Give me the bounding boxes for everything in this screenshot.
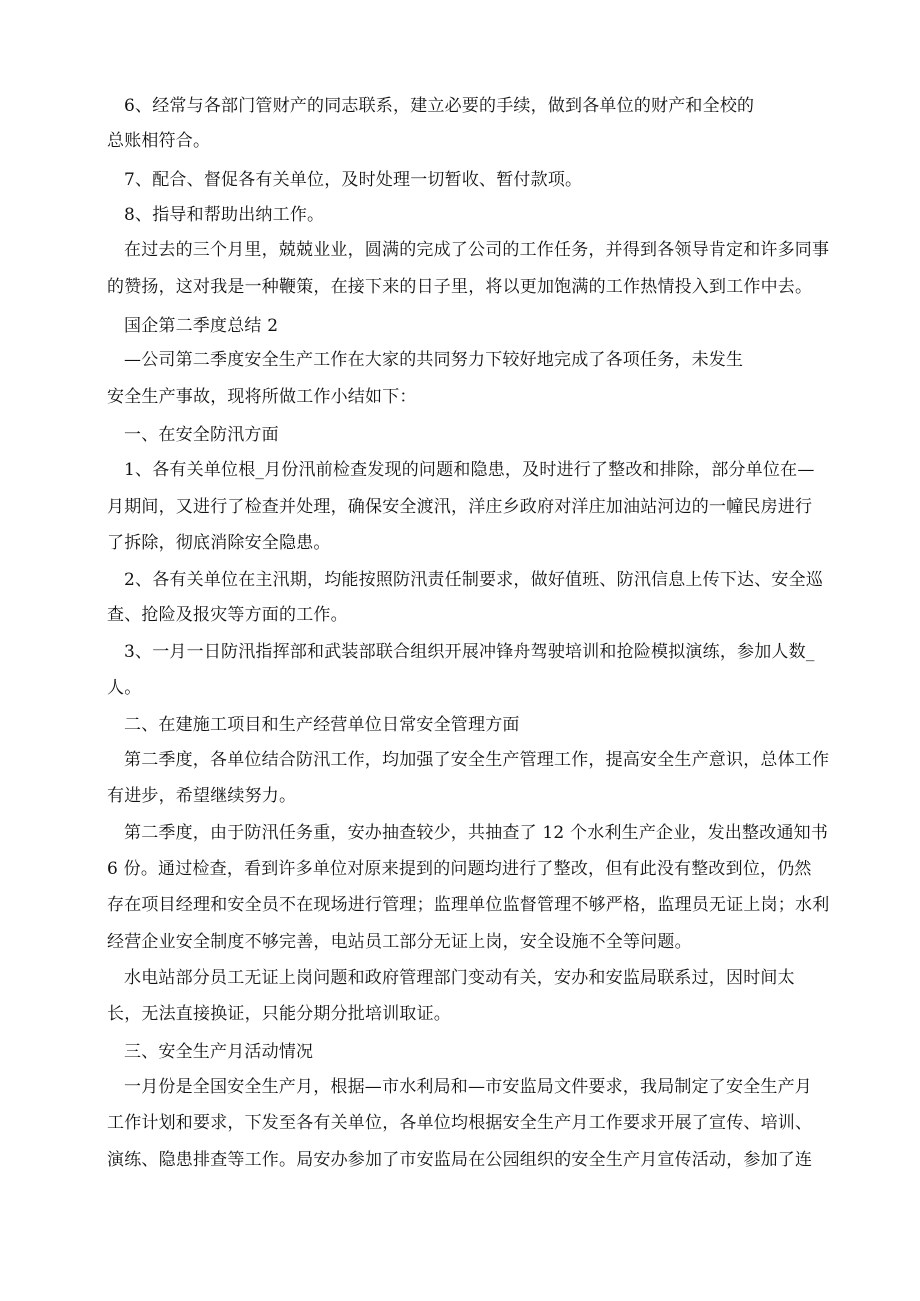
text-line: 7、配合、督促各有关单位，及时处理一切暂收、暂付款项。 xyxy=(124,170,583,190)
text-line: 月期间，又进行了检查并处理，确保安全渡汛，洋庄乡政府对洋庄加油站河边的一幢民房进行 xyxy=(107,497,813,517)
text-line: 演练、隐患排查等工作。局安办参加了市安监局在公园组织的安全生产月宣传活动，参加了连 xyxy=(107,1150,813,1170)
text-line: 第二季度，各单位结合防汛工作，均加强了安全生产管理工作，提高安全生产意识，总体工作 xyxy=(124,750,830,770)
section-heading: 一、在安全防汛方面 xyxy=(124,425,279,445)
text-line: 有进步，希望继续努力。 xyxy=(107,786,297,806)
text-line: 1、各有关单位根_月份汛前检查发现的问题和隐患，及时进行了整改和排除，部分单位在— xyxy=(124,460,815,480)
text-line: 一月份是全国安全生产月，根据—市水利局和—市安监局文件要求，我局制定了安全生产月 xyxy=(124,1077,812,1097)
text-line: 工作计划和要求，下发至各有关单位，各单位均根据安全生产月工作要求开展了宣传、培训、 xyxy=(107,1113,813,1133)
section-heading: 二、在建施工项目和生产经营单位日常安全管理方面 xyxy=(124,715,520,735)
text-line: 2、各有关单位在主汛期，均能按照防汛责任制要求，做好值班、防汛信息上传下达、安全巡 xyxy=(124,570,824,590)
text-line: 人。 xyxy=(107,678,142,698)
text-line: 在过去的三个月里，兢兢业业，圆满的完成了公司的工作任务，并得到各领导肯定和许多同事 xyxy=(124,240,830,260)
text-line: 6 份。通过检查，看到许多单位对原来提到的问题均进行了整改，但有此没有整改到位，仍然 xyxy=(107,859,812,879)
text-line: 了拆除，彻底消除安全隐患。 xyxy=(107,533,331,553)
text-line: 水电站部分员工无证上岗问题和政府管理部门变动有关，安办和安监局联系过，因时间太 xyxy=(124,968,795,988)
text-line: —公司第二季度安全生产工作在大家的共同努力下较好地完成了各项任务，未发生 xyxy=(124,350,744,370)
text-line: 长，无法直接换证，只能分期分批培训取证。 xyxy=(107,1004,451,1024)
text-line: 的赞扬，这对我是一种鞭策，在接下来的日子里，将以更加饱满的工作热情投入到工作中去。 xyxy=(107,277,813,297)
text-line: 总账相符合。 xyxy=(107,131,211,151)
text-line: 安全生产事故，现将所做工作小结如下： xyxy=(107,387,417,407)
section-heading: 国企第二季度总结 2 xyxy=(124,316,279,336)
section-heading: 三、安全生产月活动情况 xyxy=(124,1042,314,1062)
text-line: 经营企业安全制度不够完善，电站员工部分无证上岗，安全设施不全等问题。 xyxy=(107,932,692,952)
text-line: 8、指导和帮助出纳工作。 xyxy=(124,205,325,225)
text-line: 第二季度，由于防汛任务重，安办抽查较少，共抽查了 12 个水利生产企业，发出整改通知书 xyxy=(124,823,829,843)
text-line: 3、一月一日防汛指挥部和武装部联合组织开展冲锋舟驾驶培训和抢险模拟演练，参加人数_ xyxy=(124,642,815,662)
text-line: 查、抢险及报灾等方面的工作。 xyxy=(107,605,348,625)
text-line: 存在项目经理和安全员不在现场进行管理；监理单位监督管理不够严格，监理员无证上岗；水利 xyxy=(107,895,830,915)
text-line: 6、经常与各部门管财产的同志联系，建立必要的手续，做到各单位的财产和全校的 xyxy=(124,96,755,116)
